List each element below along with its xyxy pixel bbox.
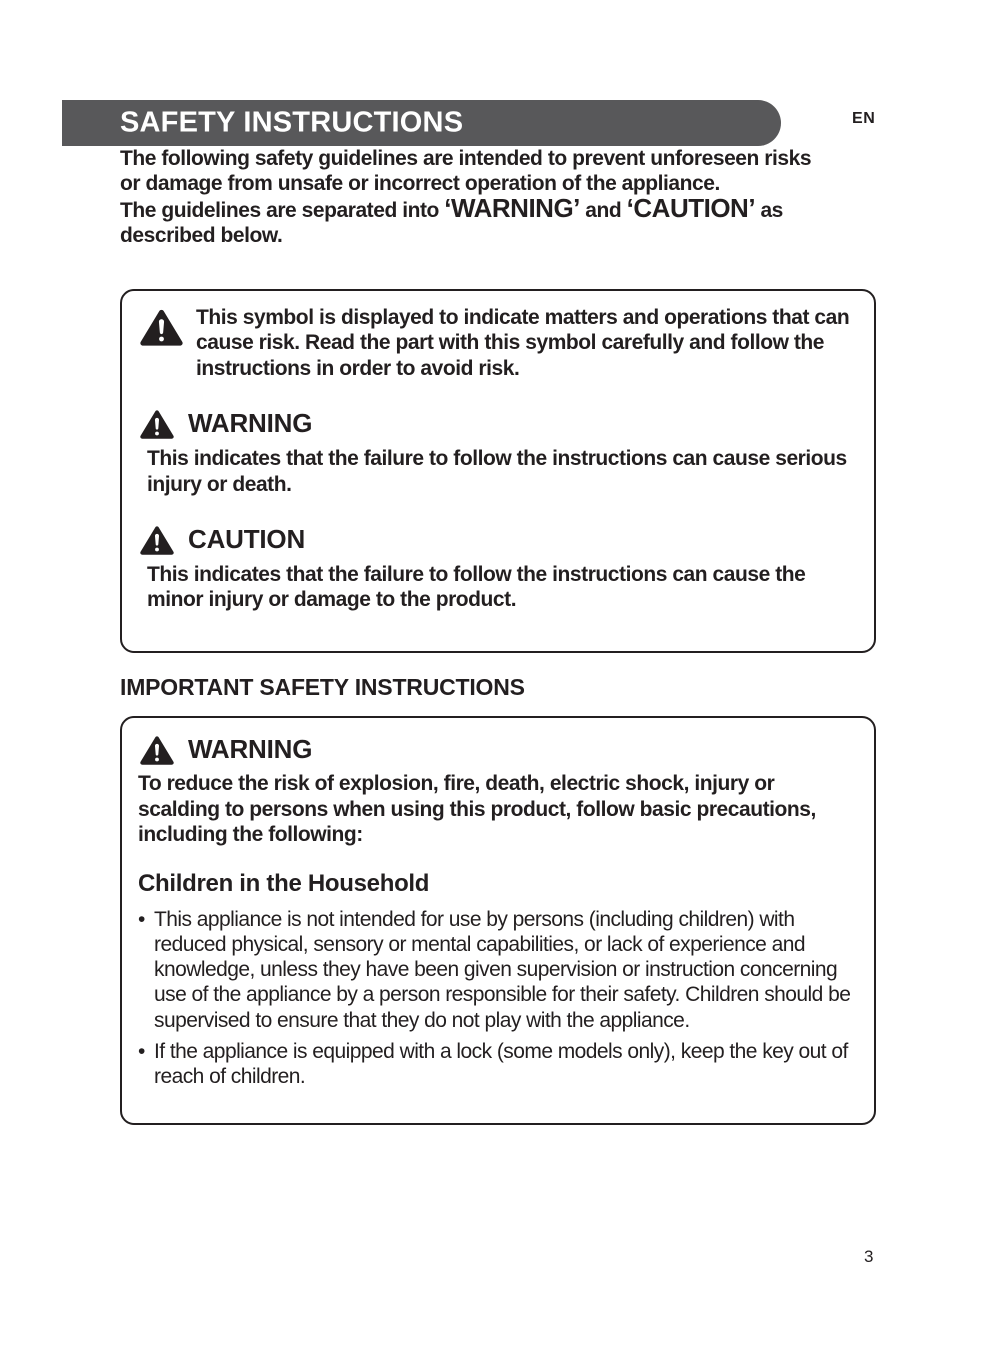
list-item: • If the appliance is equipped with a lock (some models only), keep the key out of reach of children. [138,1039,858,1089]
warning-description: This indicates that the failure to follow the instructions can cause serious injury or death. [147,447,847,496]
warning-heading-label: WARNING [188,734,313,764]
warning-term: ‘WARNING’ [444,192,580,223]
caution-term: ‘CAUTION’ [626,192,756,223]
important-safety-heading: IMPORTANT SAFETY INSTRUCTIONS [120,674,525,700]
warning-triangle-icon [140,735,174,765]
caution-description: This indicates that the failure to follow the instructions can cause the minor injury or damage to the product. [147,563,806,612]
intro-paragraph-1: The following safety guidelines are intended to prevent unforeseen risks or damage from unsafe or incorrect operation of the appliance. [120,147,812,196]
intro-p2-suffix: as described below. [120,198,783,248]
symbol-explanation-text: This symbol is displayed to indicate matters and operations that can cause risk. Read the part with this symbol carefully and follow the instructions in order to avoid risk. [196,306,850,380]
warning-heading [140,408,858,439]
warning-triangle-icon [140,525,174,555]
warning-triangle-icon [140,409,174,439]
page-title: SAFETY INSTRUCTIONS [120,106,464,139]
language-label: EN [852,110,876,127]
warning-box-intro: To reduce the risk of explosion, fire, death, electric shock, injury or scalding to persons when using this product, follow basic precautions, including the following: [138,772,816,847]
symbol-explanation-row [140,305,858,381]
warning-details-box [120,716,876,1125]
warning-heading-label: WARNING [188,408,313,439]
safety-bullet-list [138,907,858,1089]
symbol-legend-box [120,289,876,653]
list-item: • This appliance is not intended for use by persons (including children) with reduced physical, sensory or mental capabilities, or lack of experience and knowledge, unless they have been given supervision or instruction concerning use of the appliance by a person responsible for their safety. Children should be supervised to ensure that they do not play with the appliance. [138,907,858,1033]
section-header-bar [62,100,781,146]
intro-paragraph-2 [120,192,820,249]
warning-heading [140,734,858,765]
caution-heading [140,524,858,555]
children-section-heading: Children in the Household [138,869,430,897]
intro-p2-prefix: The guidelines are separated into [120,198,445,222]
caution-heading-label: CAUTION [188,524,306,555]
page-number: 3 [864,1247,874,1266]
intro-p2-mid: and [579,198,627,222]
warning-triangle-icon [140,308,183,346]
intro-text [120,146,820,249]
